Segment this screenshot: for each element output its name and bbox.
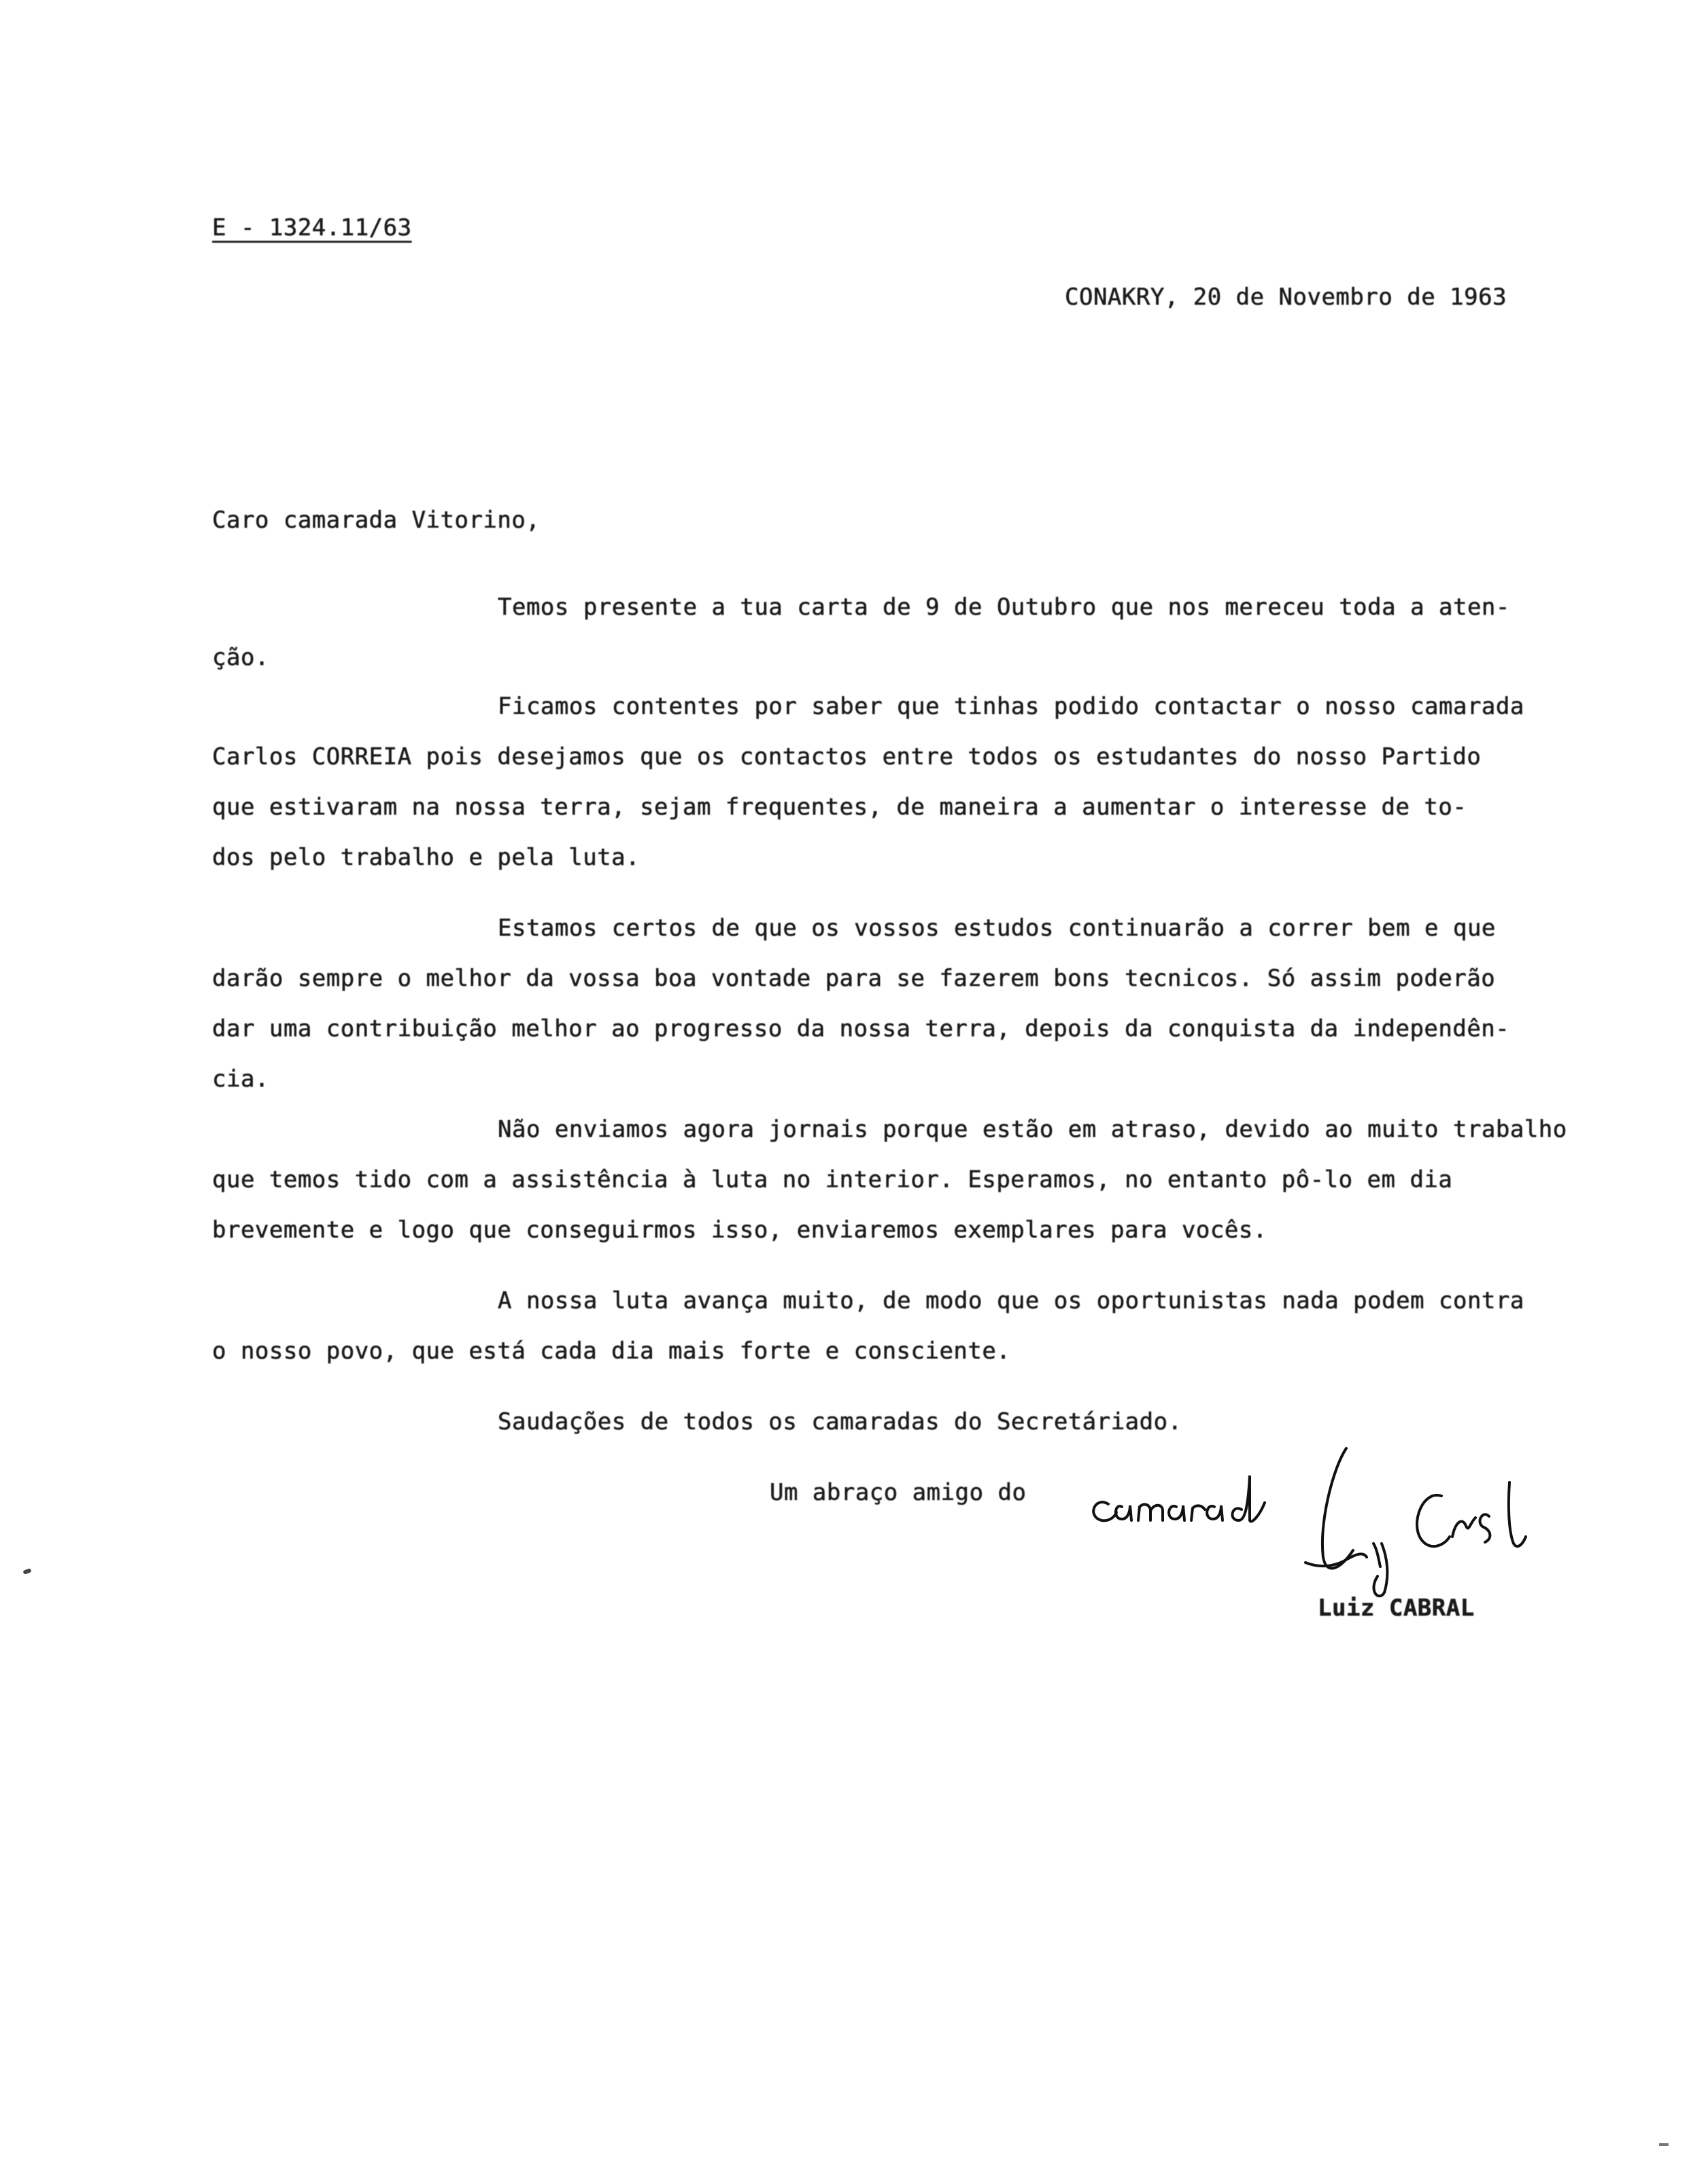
reference-number: E - 1324.11/63 (212, 214, 412, 241)
paragraph-1-line-2: ção. (212, 644, 269, 671)
scan-speck (22, 1568, 31, 1575)
closing-phrase: Um abraço amigo do (770, 1479, 1027, 1506)
paragraph-3-line-2: darão sempre o melhor da vossa boa vontade para se fazerem bons tecnicos. Só assim poderão (212, 965, 1496, 992)
paragraph-4-line-2: que temos tido com a assistência à luta no interior. Esperamos, no entanto pô-lo em dia (212, 1166, 1453, 1193)
paragraph-4-line-3: brevemente e logo que conseguirmos isso, enviaremos exemplares para vocês. (212, 1216, 1267, 1244)
signatory-name: Luiz CABRAL (1318, 1595, 1475, 1622)
paragraph-2-line-1: Ficamos contentes por saber que tinhas podido contactar o nosso camarada (498, 693, 1524, 720)
paragraph-5-line-1: A nossa luta avança muito, de modo que os oportunistas nada podem contra (498, 1287, 1524, 1314)
paragraph-2-line-2: Carlos CORREIA pois desejamos que os contactos entre todos os estudantes do nosso Partido (212, 743, 1482, 770)
paragraph-1-line-1: Temos presente a tua carta de 9 de Outubro que nos mereceu toda a aten- (498, 594, 1510, 621)
handwritten-camarada (1081, 1462, 1271, 1537)
paragraph-4-line-1: Não enviamos agora jornais porque estão em atraso, devido ao muito trabalho (498, 1116, 1567, 1143)
paragraph-5-line-2: o nosso povo, que está cada dia mais forte e consciente. (212, 1337, 1011, 1365)
scan-speck (1659, 2143, 1669, 2146)
dateline: CONAKRY, 20 de Novembro de 1963 (1065, 284, 1507, 311)
paragraph-6-line-1: Saudações de todos os camaradas do Secretáriado. (498, 1408, 1182, 1435)
salutation: Caro camarada Vitorino, (212, 507, 541, 534)
paragraph-3-line-1: Estamos certos de que os vossos estudos continuarão a correr bem e que (498, 915, 1496, 942)
paragraph-3-line-4: cia. (212, 1066, 269, 1093)
signature (1292, 1442, 1550, 1598)
paragraph-3-line-3: dar uma contribuição melhor ao progresso da nossa terra, depois da conquista da independên- (212, 1015, 1510, 1042)
paragraph-2-line-3: que estivaram na nossa terra, sejam frequentes, de maneira a aumentar o interesse de to- (212, 794, 1467, 821)
paragraph-2-line-4: dos pelo trabalho e pela luta. (212, 844, 640, 871)
